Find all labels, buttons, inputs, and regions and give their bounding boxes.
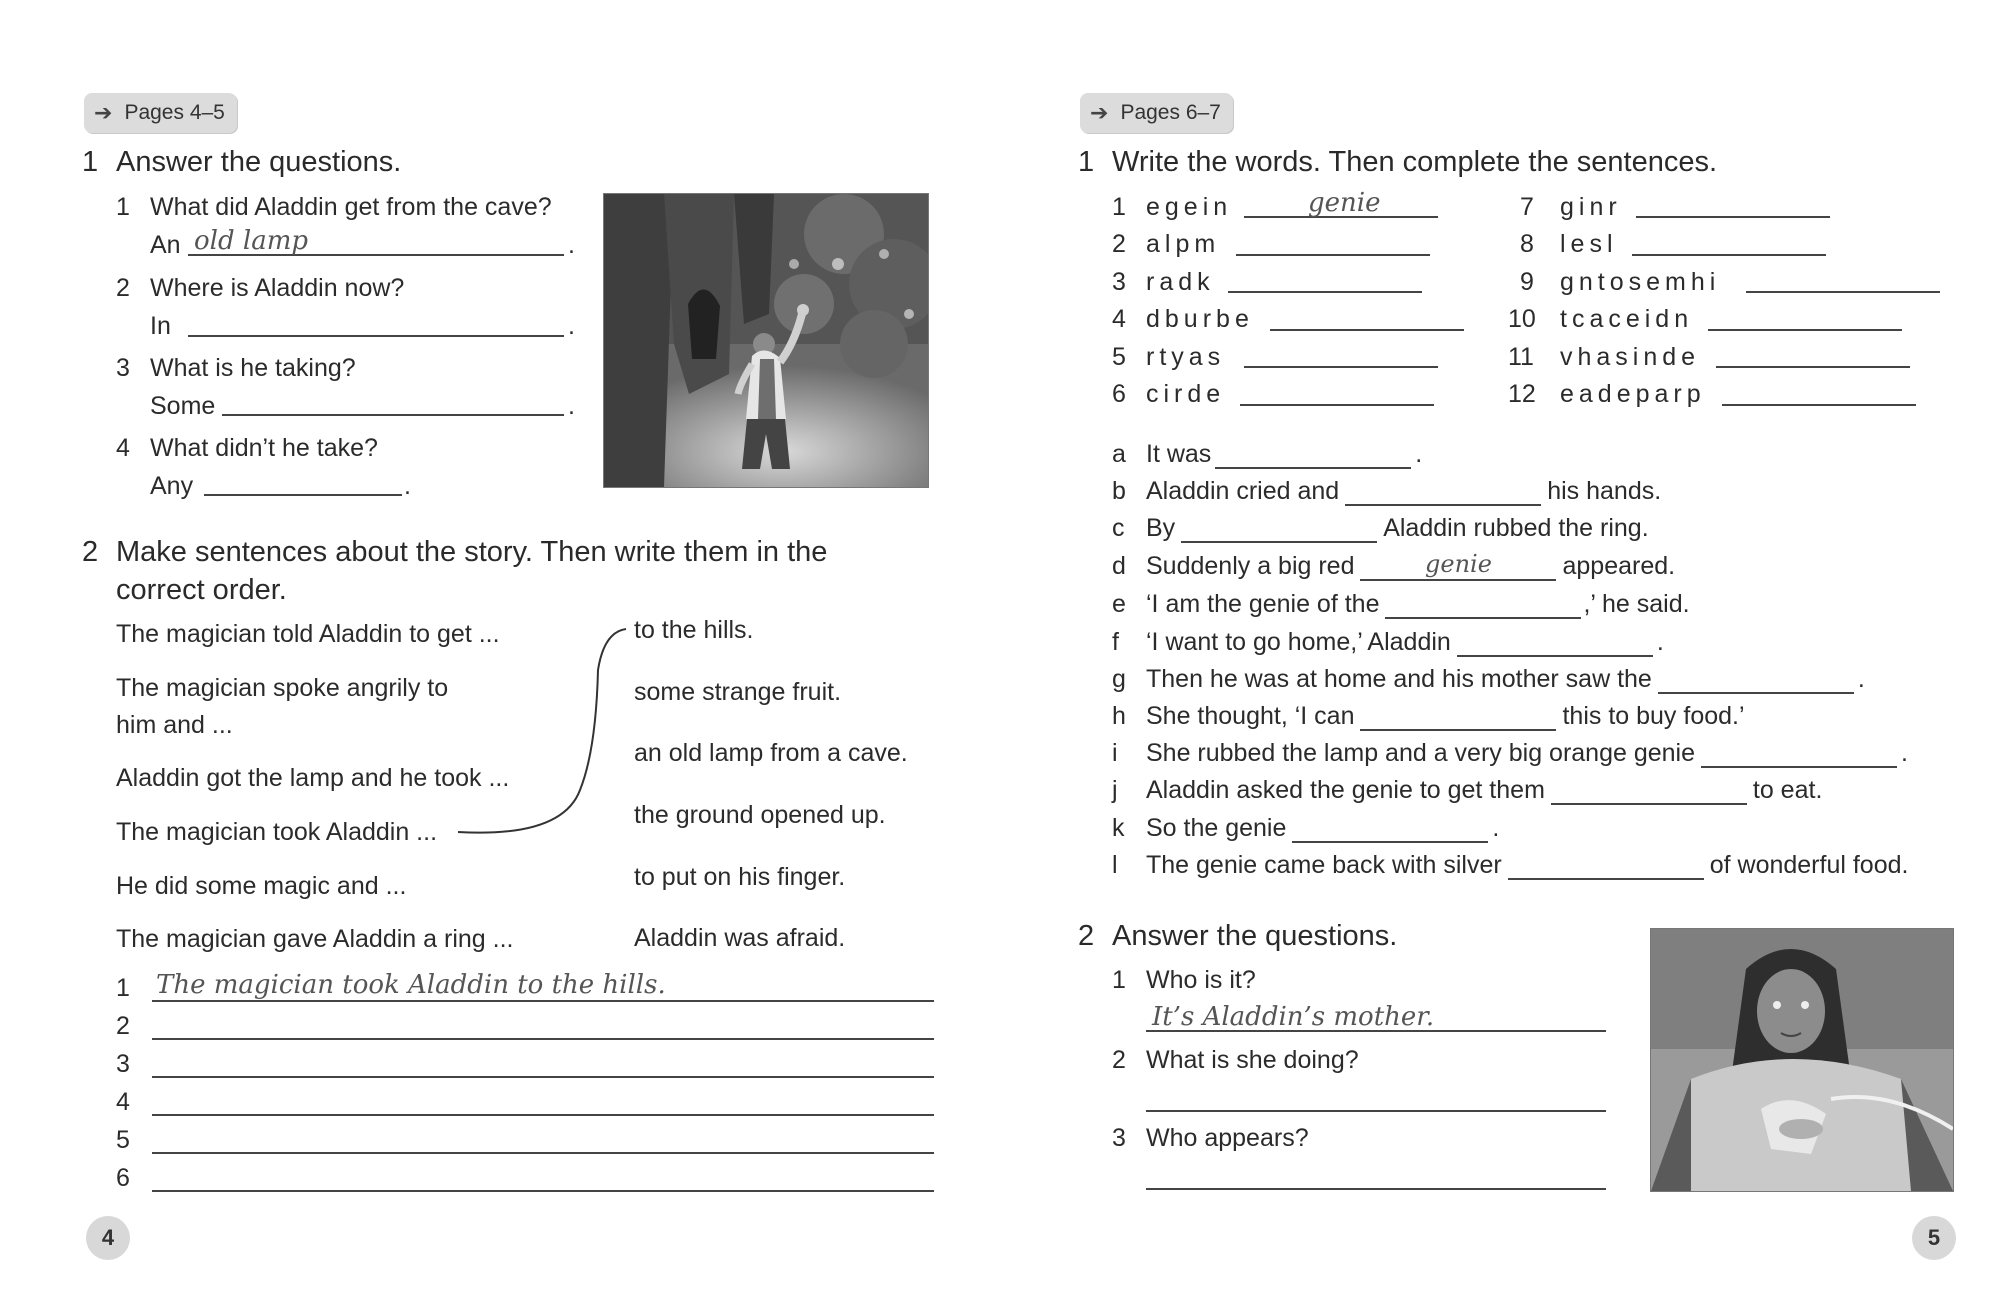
exercise-title: Answer the questions. xyxy=(1112,920,1398,952)
question-2: 2 Where is Aladdin now? xyxy=(116,274,405,302)
sentence-g-blank[interactable] xyxy=(1658,670,1854,694)
sentence-l: l The genie came back with silver of wonderful food. xyxy=(1112,851,1909,879)
sentence-start-5: He did some magic and ... xyxy=(116,872,407,900)
handwritten-answer-1: old lamp xyxy=(194,226,308,256)
order-handwritten-answer-1: The magician took Aladdin to the hills. xyxy=(156,970,666,1000)
answer-prefix-3: Some xyxy=(150,392,216,420)
exercise-title-line-1: Make sentences about the story. Then write them in the xyxy=(116,536,828,568)
matching-connector-line xyxy=(450,620,640,840)
exercise-number: 1 xyxy=(1078,146,1095,178)
sentence-l-blank[interactable] xyxy=(1508,856,1704,880)
sentence-j-blank[interactable] xyxy=(1551,781,1747,805)
pages-tag-label: Pages 4–5 xyxy=(124,101,225,124)
word-item-9: 9 gntosemhi xyxy=(1520,268,1721,296)
word-item-2: 2 alpm xyxy=(1112,230,1221,258)
sentence-k: k So the genie . xyxy=(1112,814,1500,842)
sentence-start-2a: The magician spoke angrily to xyxy=(116,674,449,702)
word-answer-line-10[interactable] xyxy=(1708,329,1902,331)
sentence-start-2b: him and ... xyxy=(116,711,233,739)
sentence-f-blank[interactable] xyxy=(1457,633,1653,657)
order-num-3: 3 xyxy=(116,1050,130,1078)
exercise-1-heading-left xyxy=(82,146,401,179)
page-number-right: 5 xyxy=(1912,1216,1956,1260)
word-item-11: 11 vhasinde xyxy=(1508,343,1701,371)
order-answer-line-3[interactable] xyxy=(152,1076,934,1078)
sentence-h-blank[interactable] xyxy=(1360,707,1556,731)
word-item-1: 1 egein xyxy=(1112,193,1233,221)
word-answer-line-6[interactable] xyxy=(1240,404,1434,406)
sentence-a-blank[interactable] xyxy=(1215,445,1411,469)
answer-prefix-2: In xyxy=(150,312,171,340)
sentence-start-6: The magician gave Aladdin a ring ... xyxy=(116,925,514,953)
word-item-4: 4 dburbe xyxy=(1112,305,1254,333)
sentence-f: f ‘I want to go home,’ Aladdin . xyxy=(1112,628,1664,656)
answer-prefix-1: An xyxy=(150,231,181,259)
period: . xyxy=(568,231,575,259)
sentence-h: h She thought, ‘I can this to buy food.’ xyxy=(1112,702,1745,730)
sentence-e-blank[interactable] xyxy=(1385,595,1581,619)
word-item-7: 7 ginr xyxy=(1520,193,1622,221)
word-answer-line-8[interactable] xyxy=(1632,254,1826,256)
arrow-right-icon: ➔ xyxy=(1090,100,1109,125)
question-1: 1 What did Aladdin get from the cave? xyxy=(116,193,552,221)
word-answer-line-4[interactable] xyxy=(1270,329,1464,331)
question-4: 4 What didn’t he take? xyxy=(116,434,378,462)
sentence-start-3: Aladdin got the lamp and he took ... xyxy=(116,764,510,792)
sentence-end-2: some strange fruit. xyxy=(634,678,842,706)
word-item-12: 12 eadeparp xyxy=(1508,380,1706,408)
word-answer-line-9[interactable] xyxy=(1746,291,1940,293)
sentence-b-blank[interactable] xyxy=(1345,482,1541,506)
order-answer-line-6[interactable] xyxy=(152,1190,934,1192)
answer-line-3[interactable] xyxy=(222,414,564,416)
word-answer-line-3[interactable] xyxy=(1228,291,1422,293)
exercise-number: 1 xyxy=(82,146,99,178)
word-answer-line-11[interactable] xyxy=(1716,366,1910,368)
word-answer-line-5[interactable] xyxy=(1244,366,1438,368)
order-num-1: 1 xyxy=(116,974,130,1002)
sentence-i: i She rubbed the lamp and a very big orange genie . xyxy=(1112,739,1908,767)
sentence-e: e ‘I am the genie of the ,’ he said. xyxy=(1112,590,1690,618)
word-item-8: 8 lesl xyxy=(1520,230,1618,258)
sentence-d: d Suddenly a big red genie appeared. xyxy=(1112,550,1676,580)
word-item-3: 3 radk xyxy=(1112,268,1215,296)
order-num-4: 4 xyxy=(116,1088,130,1116)
sentence-c-blank[interactable] xyxy=(1181,519,1377,543)
order-answer-line-2[interactable] xyxy=(152,1038,934,1040)
exercise-2-heading-right xyxy=(1078,920,1397,953)
aladdin-mother-illustration xyxy=(1650,928,1954,1192)
mother-answer-line-2[interactable] xyxy=(1146,1110,1606,1112)
mother-question-3: 3 Who appears? xyxy=(1112,1124,1309,1152)
word-item-5: 5 rtyas xyxy=(1112,343,1226,371)
sentence-i-blank[interactable] xyxy=(1701,744,1897,768)
sentence-d-handwritten-answer[interactable]: genie xyxy=(1360,553,1556,581)
pages-tag-right xyxy=(1080,93,1233,133)
exercise-number: 2 xyxy=(1078,920,1095,952)
word-answer-line-12[interactable] xyxy=(1722,404,1916,406)
answer-prefix-4: Any xyxy=(150,472,194,500)
exercise-title: Answer the questions. xyxy=(116,146,402,178)
order-answer-line-5[interactable] xyxy=(152,1152,934,1154)
sentence-end-3: an old lamp from a cave. xyxy=(634,739,908,767)
exercise-title-line-2: correct order. xyxy=(116,574,287,606)
arrow-right-icon: ➔ xyxy=(94,100,113,125)
word-item-6: 6 cirde xyxy=(1112,380,1226,408)
answer-line-4[interactable] xyxy=(204,494,402,496)
word-answer-line-2[interactable] xyxy=(1236,254,1430,256)
mother-question-2: 2 What is she doing? xyxy=(1112,1046,1359,1074)
sentence-g: g Then he was at home and his mother saw the . xyxy=(1112,665,1865,693)
period: . xyxy=(568,392,575,420)
word-handwritten-answer-1: genie xyxy=(1308,188,1381,218)
sentence-start-1: The magician told Aladdin to get ... xyxy=(116,620,500,648)
period: . xyxy=(568,312,575,340)
order-num-2: 2 xyxy=(116,1012,130,1040)
sentence-end-6: Aladdin was afraid. xyxy=(634,924,846,952)
sentence-k-blank[interactable] xyxy=(1292,819,1488,843)
mother-handwritten-answer-1: It’s Aladdin’s mother. xyxy=(1152,1002,1435,1032)
question-3: 3 What is he taking? xyxy=(116,354,356,382)
exercise-1-heading-right xyxy=(1078,146,1717,179)
answer-line-2[interactable] xyxy=(188,335,564,337)
sentence-end-1: to the hills. xyxy=(634,616,754,644)
order-answer-line-1[interactable] xyxy=(152,1000,934,1002)
exercise-title: Write the words. Then complete the sentences. xyxy=(1112,146,1718,178)
word-item-10: 10 tcaceidn xyxy=(1508,305,1694,333)
period: . xyxy=(404,472,411,500)
exercise-number: 2 xyxy=(82,536,99,568)
sentence-end-5: to put on his finger. xyxy=(634,863,846,891)
word-answer-line-7[interactable] xyxy=(1636,216,1830,218)
mother-question-1: 1 Who is it? xyxy=(1112,966,1256,994)
sentence-end-4: the ground opened up. xyxy=(634,801,886,829)
sentence-b: b Aladdin cried and his hands. xyxy=(1112,477,1662,505)
order-num-5: 5 xyxy=(116,1126,130,1154)
sentence-c: c By Aladdin rubbed the ring. xyxy=(1112,514,1649,542)
sentence-start-4: The magician took Aladdin ... xyxy=(116,818,438,846)
exercise-2-heading-left xyxy=(82,536,827,569)
order-num-6: 6 xyxy=(116,1164,130,1192)
mother-answer-line-3[interactable] xyxy=(1146,1188,1606,1190)
sentence-a: a It was . xyxy=(1112,440,1423,468)
pages-tag-label: Pages 6–7 xyxy=(1120,101,1221,124)
aladdin-forest-illustration xyxy=(603,193,929,488)
page-number-left: 4 xyxy=(86,1216,130,1260)
sentence-j: j Aladdin asked the genie to get them to eat. xyxy=(1112,776,1823,804)
pages-tag-left xyxy=(84,93,237,133)
order-answer-line-4[interactable] xyxy=(152,1114,934,1116)
